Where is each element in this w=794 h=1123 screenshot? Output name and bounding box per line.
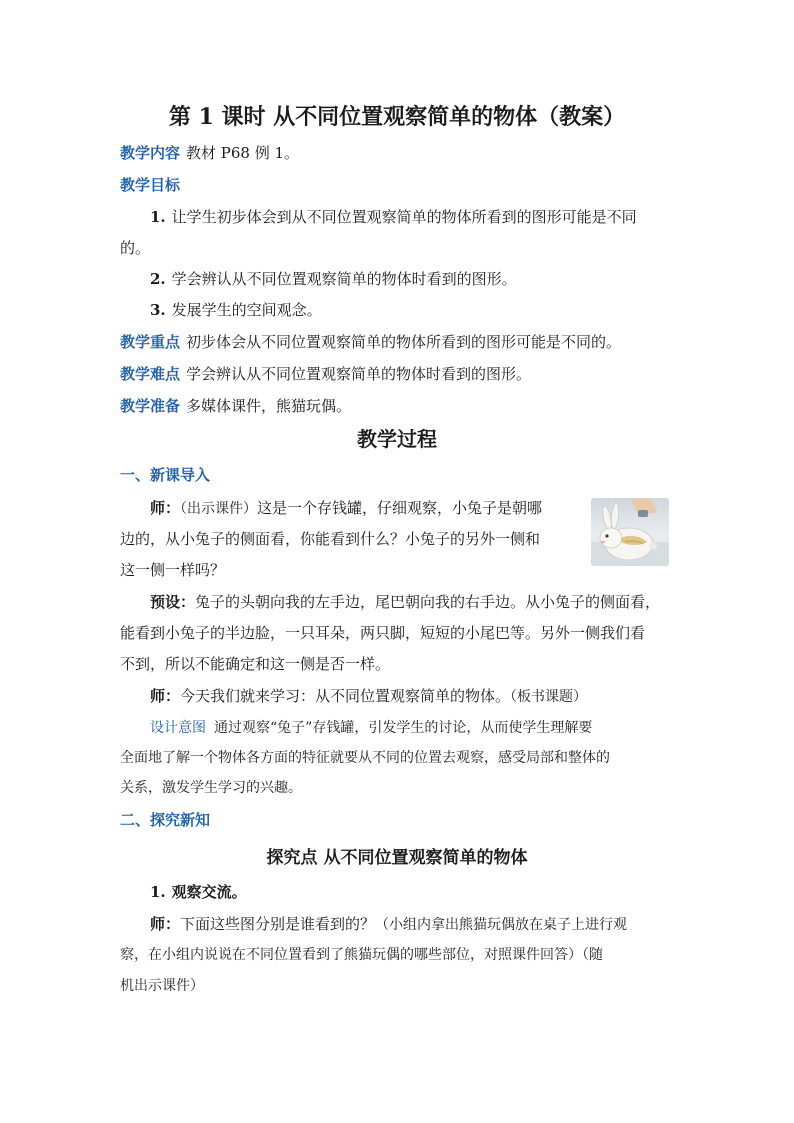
- teacher-text: 下面这些图分别是谁看到的？: [180, 915, 376, 933]
- goals-label: 教学目标: [120, 176, 181, 194]
- step-number: 1.: [150, 883, 166, 901]
- section2-heading: 二、探究新知: [120, 811, 211, 829]
- preparation-row: [120, 394, 351, 418]
- speaker-label: 预设：: [150, 593, 196, 611]
- goal-text: 学会辨认从不同位置观察简单的物体时看到的图形。: [171, 270, 517, 288]
- design-label: 设计意图: [150, 720, 206, 736]
- board-note: （板书课题）: [510, 689, 588, 705]
- rabbit-illustration: [591, 498, 669, 566]
- speaker-label: 师：: [150, 687, 181, 705]
- section2-teacher-line-2: [120, 943, 603, 967]
- step-row: [150, 880, 247, 904]
- goals-label-row: [120, 173, 186, 197]
- preparation-text: 多媒体课件，熊猫玩偶。: [186, 397, 352, 415]
- activity-note: （小组内拿出熊猫玩偶放在桌子上进行观: [375, 917, 628, 933]
- content-label: 教学内容: [120, 144, 181, 162]
- stage-note: （出示课件）: [180, 501, 258, 517]
- goal-item-3: [150, 298, 322, 322]
- predict-line-3: [120, 652, 390, 676]
- predict-text: 不到，所以不能确定和这一侧是否一样。: [120, 655, 391, 673]
- activity-note: 机出示课件）: [120, 978, 204, 994]
- goal-text: 的。: [120, 239, 151, 257]
- speaker-label: 师：: [150, 915, 181, 933]
- difficulty-label: 教学难点: [120, 365, 181, 383]
- design-text: 全面地了解一个物体各方面的特征就要从不同的位置去观察，感受局部和整体的: [120, 750, 610, 766]
- goal-text: 让学生初步体会到从不同位置观察简单的物体所看到的图形可能是不同: [171, 208, 637, 226]
- predict-line-1: [150, 590, 660, 614]
- predict-text: 兔子的头朝向我的左手边，尾巴朝向我的右手边。从小兔子的侧面看，: [195, 593, 661, 611]
- design-text: 通过观察“兔子”存钱罐，引发学生的讨论，从而使学生理解要: [214, 720, 593, 736]
- predict-text: 能看到小兔子的半边脸，一只耳朵，两只脚，短短的小尾巴等。另外一侧我们看: [120, 624, 646, 642]
- rabbit-piggy-bank-photo: [591, 498, 669, 566]
- preparation-label: 教学准备: [120, 397, 181, 415]
- design-text: 关系，激发学生学习的兴趣。: [120, 780, 302, 796]
- goal-number: 3.: [150, 301, 166, 319]
- teacher-line-3: [120, 558, 225, 582]
- content-text: 教材 P68 例 1。: [186, 144, 300, 162]
- speaker-label: 师：: [150, 499, 181, 517]
- section1-heading: 一、新课导入: [120, 466, 211, 484]
- teacher-line-2: [120, 527, 540, 551]
- goal-item-2: [150, 267, 517, 291]
- step-text: 观察交流。: [171, 883, 247, 901]
- teacher-text: 这一侧一样吗？: [120, 561, 226, 579]
- teacher2-line: [150, 684, 587, 709]
- section2-teacher-line-1: [150, 912, 627, 937]
- goal-number: 1.: [150, 208, 166, 226]
- goal-text: 发展学生的空间观念。: [171, 301, 322, 319]
- design-line-1: [150, 713, 592, 743]
- activity-note: 察，在小组内说说在不同位置看到了熊猫玩偶的哪些部位，对照课件回答）（随: [120, 947, 603, 963]
- goal-number: 2.: [150, 270, 166, 288]
- page-title: 第 1 课时 从不同位置观察简单的物体（教案）: [168, 104, 626, 130]
- difficulty-row: [120, 362, 531, 386]
- focus-text: 初步体会从不同位置观察简单的物体所看到的图形可能是不同的。: [186, 333, 622, 351]
- teacher-text: 边的，从小兔子的侧面看，你能看到什么？小兔子的另外一侧和: [120, 530, 541, 548]
- design-line-3: [120, 773, 302, 803]
- difficulty-text: 学会辨认从不同位置观察简单的物体时看到的图形。: [186, 365, 532, 383]
- section2-teacher-line-3: [120, 974, 204, 998]
- teacher-text: 这是一个存钱罐，仔细观察，小兔子是朝哪: [257, 499, 543, 517]
- process-heading: 教学过程: [357, 427, 437, 451]
- section2-subheading: 探究点 从不同位置观察简单的物体: [266, 848, 528, 868]
- predict-line-2: [120, 621, 645, 645]
- teacher2-text: 今天我们就来学习：从不同位置观察简单的物体。: [180, 687, 511, 705]
- teacher-line-1: [150, 496, 542, 521]
- goal-item-1: [150, 205, 637, 229]
- focus-label: 教学重点: [120, 333, 181, 351]
- design-line-2: [120, 743, 610, 773]
- focus-row: [120, 330, 621, 354]
- content-row: [120, 141, 299, 165]
- goal-item-1-continued: [120, 236, 150, 260]
